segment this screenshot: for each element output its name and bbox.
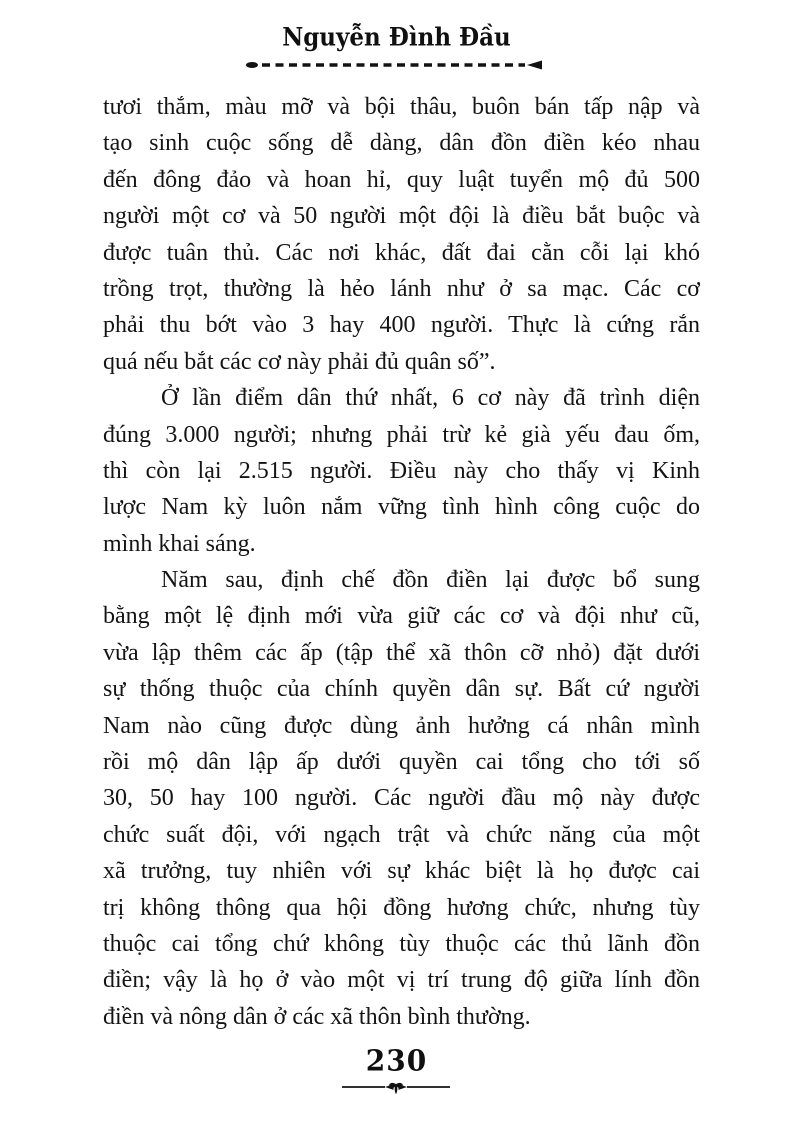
page-body <box>103 89 700 1035</box>
text-line: bằng một lệ định mới vừa giữ các cơ và đội như cũ, <box>103 603 700 630</box>
header-dashed-rule-icon <box>246 59 546 71</box>
text-line: chức suất đội, với ngạch trật và chức năng của một <box>103 821 700 848</box>
text-line: tạo sinh cuộc sống dễ dàng, dân đồn điền kéo nhau <box>103 130 700 157</box>
text-line: lược Nam kỳ luôn nắm vững tình hình công cuộc do <box>103 494 700 521</box>
text-line: điền; vậy là họ ở vào một vị trí trung độ giữa lính đồn <box>103 967 700 994</box>
paragraph <box>103 562 700 1035</box>
text-line: đúng 3.000 người; nhưng phải trừ kẻ già yếu đau ốm, <box>103 421 700 448</box>
text-line: rồi mộ dân lập ấp dưới quyền cai tổng cho tới số <box>103 749 700 776</box>
text-line: người một cơ và 50 người một đội là điều bắt buộc và <box>103 203 700 230</box>
text-line: xã trưởng, tuy nhiên với sự khác biệt là họ được cai <box>103 858 700 885</box>
text-line: phải thu bớt vào 3 hay 400 người. Thực là cứng rắn <box>103 312 700 339</box>
text-line: điền và nông dân ở các xã thôn bình thường. <box>103 1003 531 1030</box>
paragraph <box>103 89 700 380</box>
page-number: 230 <box>365 1043 428 1078</box>
text-line: vừa lập thêm các ấp (tập thể xã thôn cỡ nhỏ) đặt dưới <box>103 639 700 666</box>
footer-ornament-icon <box>341 1081 451 1097</box>
text-line: Năm sau, định chế đồn điền lại được bổ sung <box>161 567 700 594</box>
text-line: 30, 50 hay 100 người. Các người đầu mộ này được <box>103 785 700 812</box>
text-line: trồng trọt, thường là hẻo lánh như ở sa mạc. Các cơ <box>103 275 700 302</box>
text-line: đến đông đảo và hoan hỉ, quy luật tuyển mộ đủ 500 <box>103 166 700 193</box>
text-line: Nam nào cũng được dùng ảnh hưởng cá nhân mình <box>103 712 700 739</box>
running-header <box>0 24 793 51</box>
page-footer <box>0 1044 793 1077</box>
text-line: quá nếu bắt các cơ này phải đủ quân số”. <box>103 348 496 375</box>
running-header-author: Nguyễn Đình Đầu <box>282 22 511 53</box>
text-line: sự thống thuộc của chính quyền dân sự. Bất cứ người <box>103 676 700 703</box>
text-line: thì còn lại 2.515 người. Điều này cho thấy vị Kinh <box>103 457 700 484</box>
text-line: được tuân thủ. Các nơi khác, đất đai cằn cỗi lại khó <box>103 239 700 266</box>
paragraph <box>103 380 700 562</box>
text-line: tươi thắm, màu mỡ và bội thâu, buôn bán tấp nập và <box>103 94 700 120</box>
text-line: mình khai sáng. <box>103 530 256 557</box>
text-line: Ở lần điểm dân thứ nhất, 6 cơ này đã trình diện <box>161 385 700 412</box>
text-line: trị không thông qua hội đồng hương chức, nhưng tùy <box>103 894 700 921</box>
text-line: thuộc cai tổng chứ không tùy thuộc các thủ lãnh đồn <box>103 930 700 957</box>
